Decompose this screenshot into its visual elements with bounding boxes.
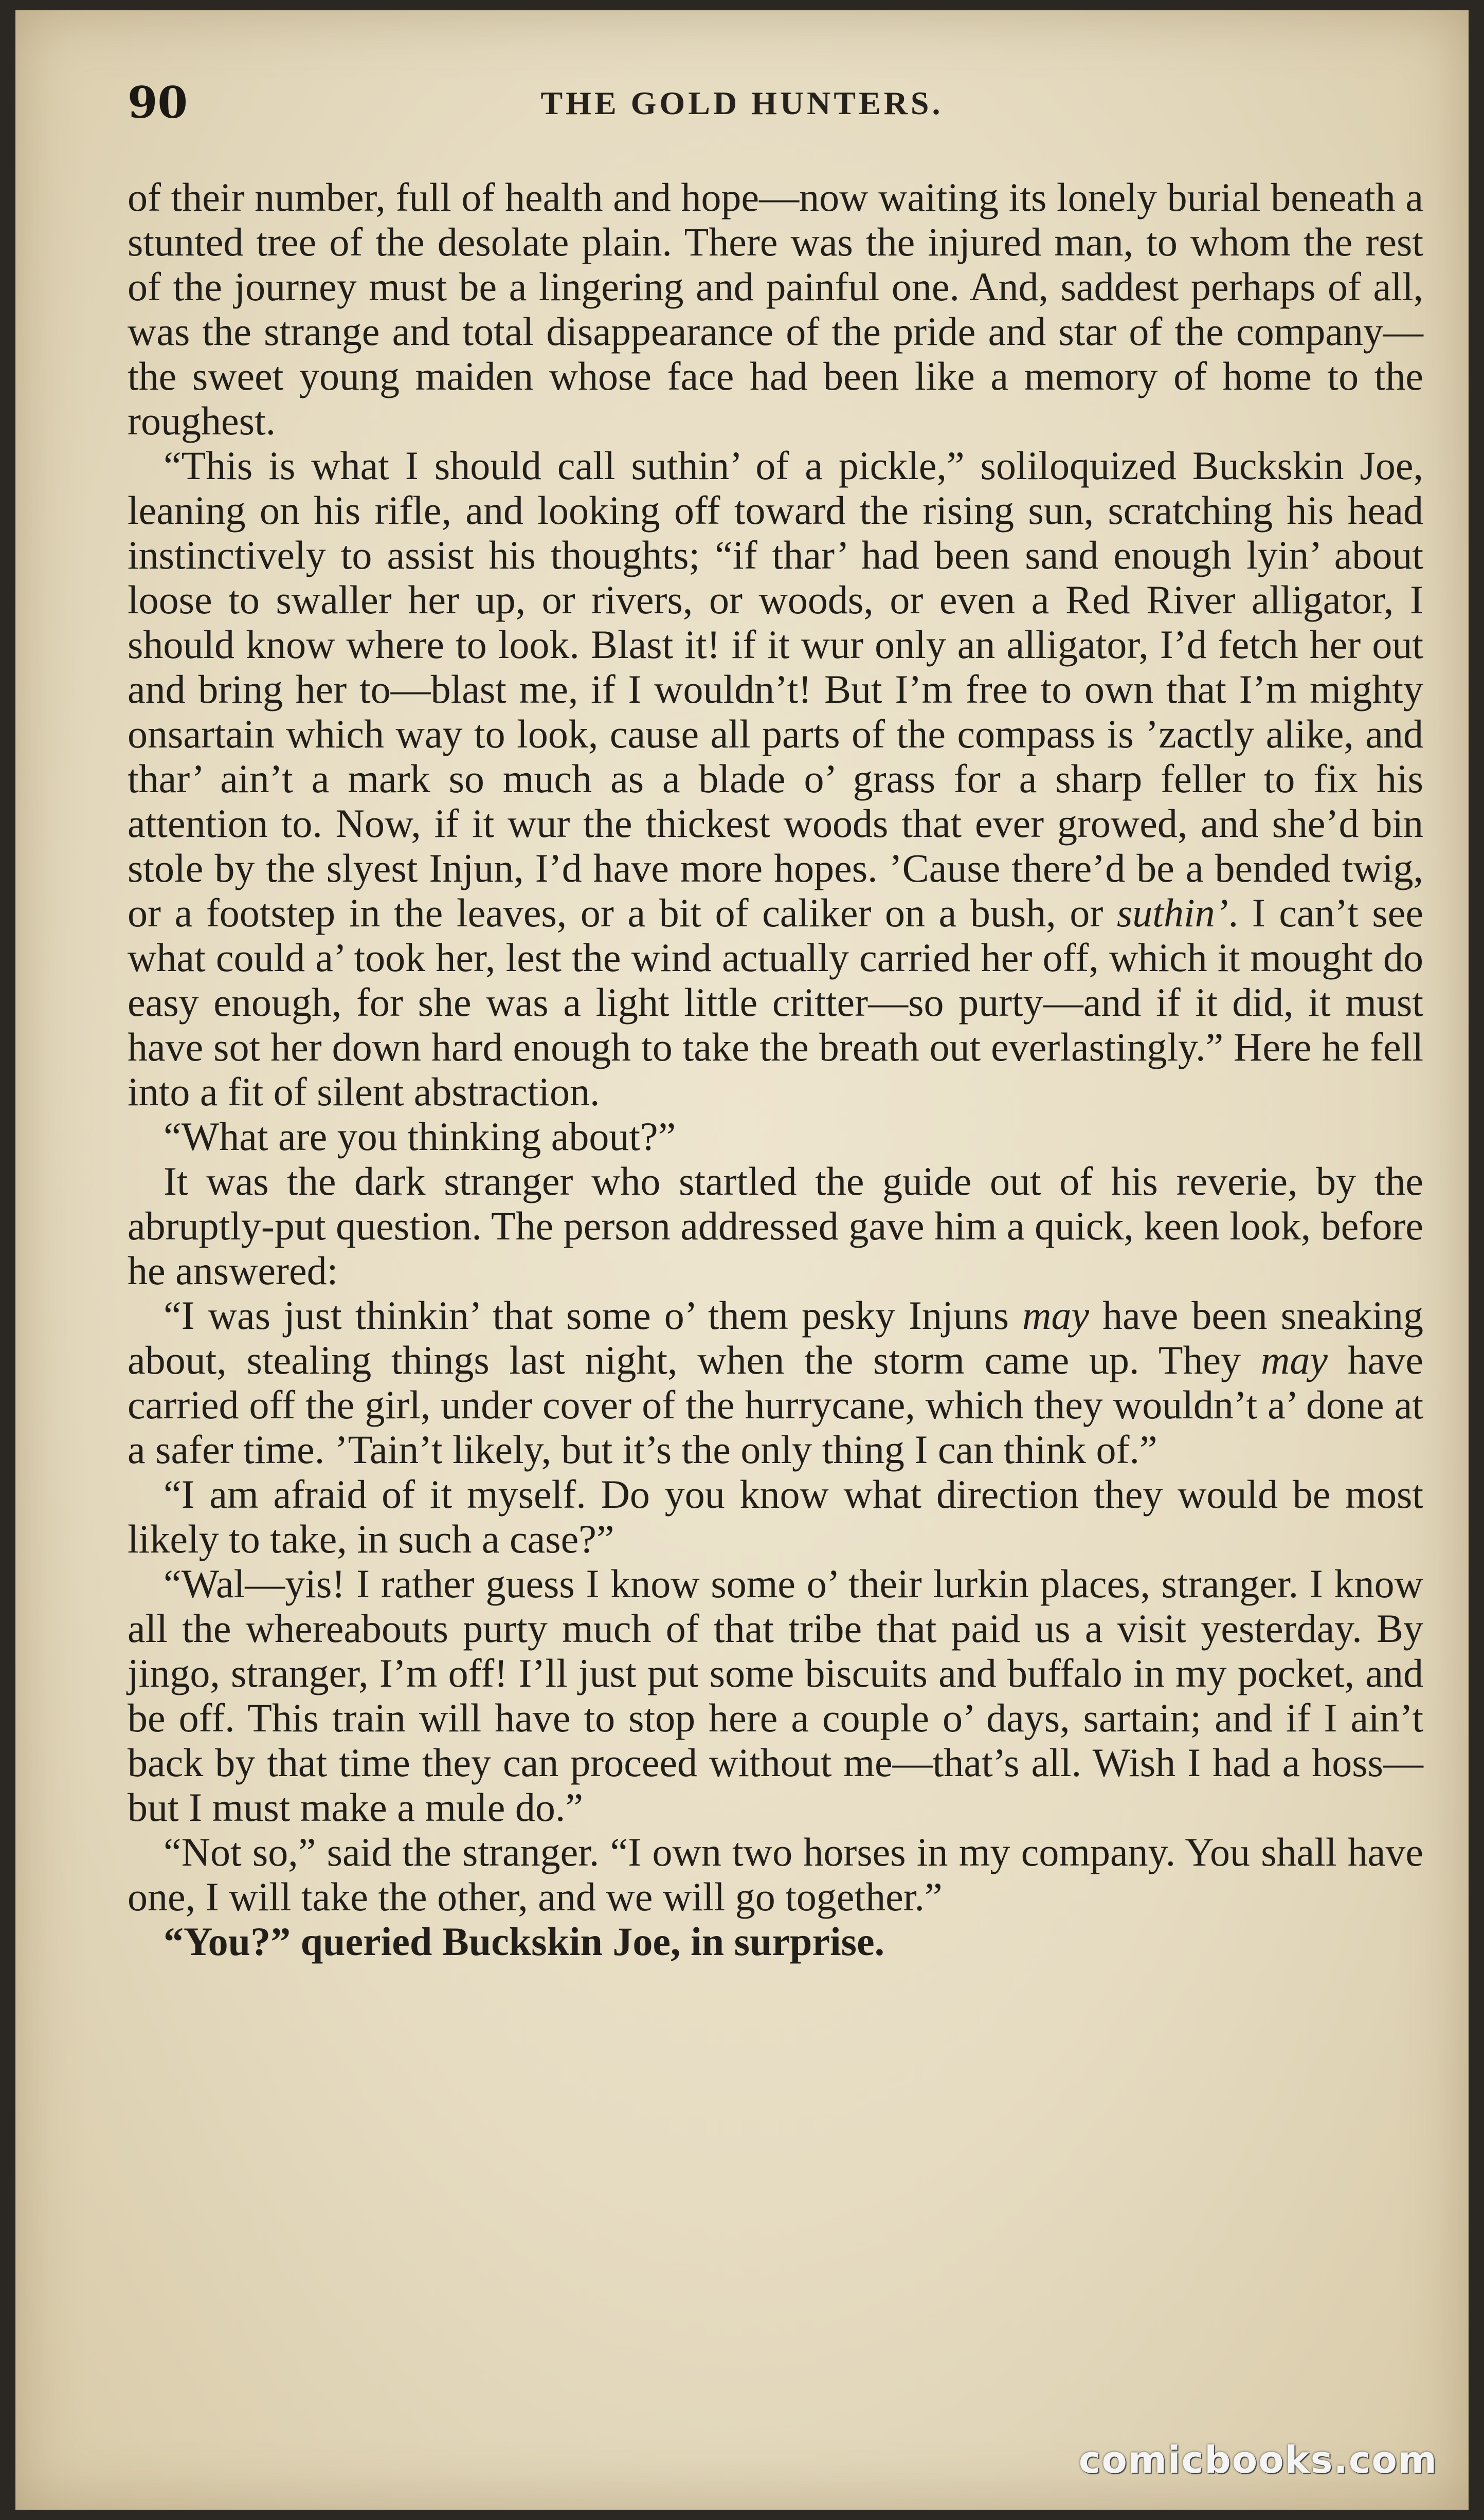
paragraph-5: [128, 1293, 1423, 1472]
paragraph-9: [128, 1919, 1423, 1964]
paragraph-text: “Wal—yis! I rather guess I know some o’ their lurkin places, stranger. I know all the whereabouts purty much of that tribe that paid us a visit yesterday. By jingo, stranger, I’m off! I’ll just put some biscuits and buffalo in my pocket, and be off. This train will have to stop here a couple o’ days, sartain; and if I ain’t back by that time they can proceed without me—that’s all. Wish I had a hoss—but I must make a mule do.”: [128, 1561, 1423, 1830]
book-page: [15, 10, 1469, 2510]
paragraph-text-continued: have been sneaking about, stealing things last night, when the storm came up. They: [128, 1293, 1424, 1382]
italic-word: suthin’: [1116, 890, 1228, 935]
paragraph-text: “I am afraid of it myself. Do you know what direction they would be most likely to take, in such a case?”: [128, 1472, 1423, 1561]
paragraph-text: “Not so,” said the stranger. “I own two horses in my company. You shall have one, I will take the other, and we will go together.”: [128, 1830, 1423, 1919]
paragraph-7: [128, 1561, 1423, 1830]
paragraph-1: [128, 175, 1423, 443]
paragraph-text: “You?” queried Buckskin Joe, in surprise.: [164, 1919, 885, 1964]
running-title: THE GOLD HUNTERS.: [540, 85, 944, 121]
italic-word-2: may: [1260, 1338, 1328, 1382]
paragraph-text: It was the dark stranger who startled the guide out of his reverie, by the abruptly-put question. The person addressed gave him a quick, keen look, before he answered:: [128, 1159, 1423, 1293]
paragraph-3: [128, 1114, 1423, 1159]
page-number: 90: [128, 77, 188, 128]
watermark-text: comicbooks.com: [1078, 2438, 1438, 2481]
italic-word: may: [1022, 1293, 1090, 1338]
paragraph-text-continued-2: have carried off the girl, under cover of the hurrycane, which they wouldn’t a’ done at a safer time. ’Tain’t likely, but it’s the only thing I can think of.”: [128, 1338, 1423, 1472]
paragraph-text: of their number, full of health and hope—now waiting its lonely burial beneath a stunted tree of the desolate plain. There was the injured man, to whom the rest of the journey must be a lingering and painful one. And, saddest perhaps of all, was the strange and total disappearance of the pride and star of the company—the sweet young maiden whose face had been like a memory of home to the roughest.: [128, 175, 1423, 443]
running-head: [15, 77, 1469, 139]
paragraph-text: “This is what I should call suthin’ of a pickle,” soliloquized Buckskin Joe, leaning on his rifle, and looking off toward the rising sun, scratching his head instinctively to assist his thoughts; “if thar’ had been sand enough lyin’ about loose to swaller her up, or rivers, or woods, or even a Red River alligator, I should know where to look. Blast it! if it wur only an alligator, I’d fetch her out and bring her to—blast me, if I wouldn’t! But I’m free to own that I’m mighty onsartain which way to look, cause all parts of the compass is ’zactly alike, and thar’ ain’t a mark so much as a blade o’ grass for a sharp feller to fix his attention to. Now, if it wur the thickest woods that ever growed, and she’d bin stole by the slyest Injun, I’d have more hopes. ’Cause there’d be a bended twig, or a footstep in the leaves, or a bit of caliker on a bush, or: [128, 443, 1423, 935]
paragraph-text: “I was just thinkin’ that some o’ them pesky Injuns: [164, 1293, 1009, 1338]
paragraph-text-continued: . I can’t see what could a’ took her, lest the wind actually carried her off, which it mought do easy enough, for she was a light little critter—so purty—and if it did, it must have sot her down hard enough to take the breath out everlastingly.” Here he fell into a fit of silent abstraction.: [128, 890, 1424, 1114]
paragraph-6: [128, 1472, 1423, 1561]
paragraph-2: [128, 443, 1423, 1114]
paragraph-4: [128, 1159, 1423, 1293]
body-text: [128, 175, 1423, 1964]
paragraph-8: [128, 1830, 1423, 1919]
paragraph-text: “What are you thinking about?”: [164, 1114, 676, 1159]
